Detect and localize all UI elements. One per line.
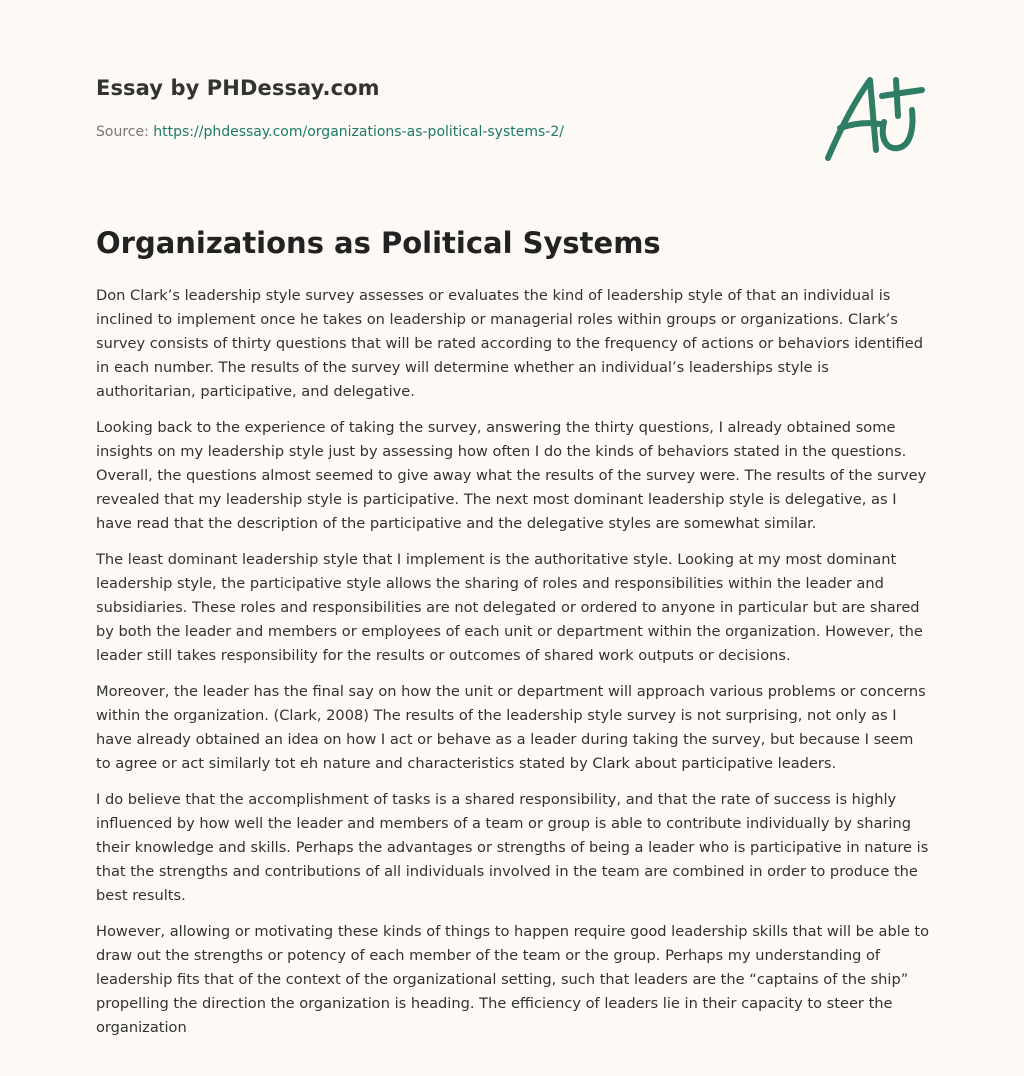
essay-body [96,284,932,1052]
source-label: Source: [96,124,149,140]
essay-paragraph: Moreover, the leader has the final say on how the unit or department will approach various problems or concerns within the organization. (Clark, 2008) The results of the leadership style survey is not surprising, not only as I have already obtained an idea on how I act or behave as a leader during taking the survey, but because I seem to agree or act similarly tot eh nature and characteristics stated by Clark about participative leaders. [96,683,926,772]
a-plus-logo-icon [822,66,926,166]
essay-paragraph: However, allowing or motivating these kinds of things to happen require good leadership skills that will be able to draw out the strengths or potency of each member of the team or the group. Perhaps my understanding of leadership fits that of the context of the organizational setting, such that leaders are the “captains of the ship” propelling the direction the organization is heading. The efficiency of leaders lie in their capacity to steer the organization [96,923,930,1036]
essay-paragraph: I do believe that the accomplishment of tasks is a shared responsibility, and that the rate of success is highly influenced by how well the leader and members of a team or group is able to contribute individually by sharing their knowledge and skills. Perhaps the advantages or strengths of being a leader who is participative in nature is that the strengths and contributions of all individuals involved in the team are combined in order to produce the best results. [96,791,929,904]
essay-paragraph: Don Clark’s leadership style survey assesses or evaluates the kind of leadership style of that an individual is inclined to implement once he takes on leadership or managerial roles within groups or organizations. Clark’s survey consists of thirty questions that will be rated according to the frequency of actions or behaviors identified in each number. The results of the survey will determine whether an individual’s leaderships style is authoritarian, participative, and delegative. [96,287,923,400]
essay-paragraph: Looking back to the experience of taking the survey, answering the thirty questions, I already obtained some insights on my leadership style just by assessing how often I do the kinds of behaviors stated in the questions. Overall, the questions almost seemed to give away what the results of the survey were. The results of the survey revealed that my leadership style is participative. The next most dominant leadership style is delegative, as I have read that the description of the participative and the delegative styles are somewhat similar. [96,419,927,532]
source-link[interactable]: https://phdessay.com/organizations-as-political-systems-2/ [153,124,564,140]
source-line [96,124,564,140]
site-brand: Essay by PHDessay.com [96,76,380,100]
essay-title: Organizations as Political Systems [96,226,661,260]
essay-paragraph: The least dominant leadership style that I implement is the authoritative style. Looking at my most dominant leadership style, the participative style allows the sharing of roles and responsibilities within the leader and subsidiaries. These roles and responsibilities are not delegated or ordered to anyone in particular but are shared by both the leader and members or employees of each unit or department within the organization. However, the leader still takes responsibility for the results or outcomes of shared work outputs or decisions. [96,551,923,664]
